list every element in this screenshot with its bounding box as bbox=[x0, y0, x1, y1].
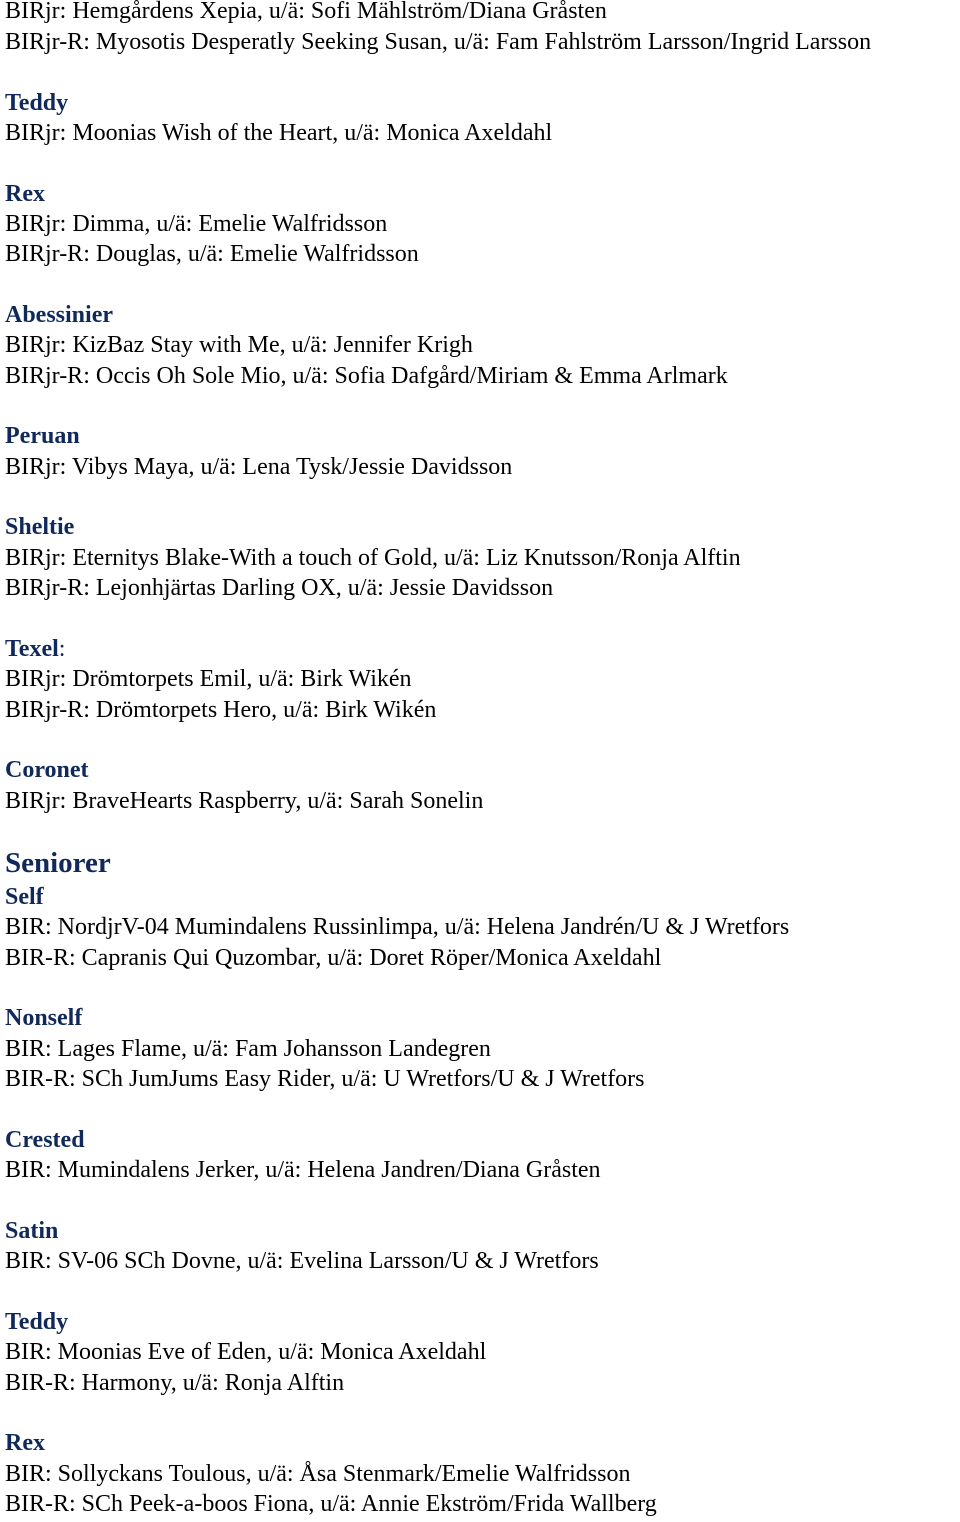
result-line: BIRjr: KizBaz Stay with Me, u/ä: Jennifer Krigh bbox=[5, 332, 473, 358]
result-line: BIR: Sollyckans Toulous, u/ä: Åsa Stenmark/Emelie Walfridsson bbox=[5, 1461, 631, 1487]
breed-heading-coronet: Coronet bbox=[5, 757, 89, 783]
breed-heading-satin: Satin bbox=[5, 1218, 59, 1244]
result-line: BIR-R: Capranis Qui Quzombar, u/ä: Doret Röper/Monica Axeldahl bbox=[5, 945, 662, 971]
result-line: BIRjr-R: Lejonhjärtas Darling OX, u/ä: Jessie Davidsson bbox=[5, 575, 554, 601]
result-line: BIR: Lages Flame, u/ä: Fam Johansson Landegren bbox=[5, 1036, 491, 1062]
breed-heading-self: Self bbox=[5, 884, 44, 910]
result-line: BIRjr: BraveHearts Raspberry, u/ä: Sarah Sonelin bbox=[5, 788, 484, 814]
result-line: BIRjr: Drömtorpets Emil, u/ä: Birk Wikén bbox=[5, 666, 412, 692]
breed-heading-nonself: Nonself bbox=[5, 1005, 83, 1031]
result-line: BIR-R: SCh Peek-a-boos Fiona, u/ä: Annie Ekström/Frida Wallberg bbox=[5, 1491, 657, 1517]
result-line: BIRjr: Hemgårdens Xepia, u/ä: Sofi Mählström/Diana Gråsten bbox=[5, 0, 607, 24]
result-line: BIRjr: Vibys Maya, u/ä: Lena Tysk/Jessie Davidsson bbox=[5, 454, 513, 480]
result-line: BIRjr: Moonias Wish of the Heart, u/ä: Monica Axeldahl bbox=[5, 120, 553, 146]
heading-colon: : bbox=[58, 636, 66, 662]
breed-heading-rex: Rex bbox=[5, 181, 45, 207]
result-line: BIR-R: SCh JumJums Easy Rider, u/ä: U Wretfors/U & J Wretfors bbox=[5, 1066, 645, 1092]
result-line: BIR: Mumindalens Jerker, u/ä: Helena Jandren/Diana Gråsten bbox=[5, 1157, 601, 1183]
result-line: BIRjr: Dimma, u/ä: Emelie Walfridsson bbox=[5, 211, 388, 237]
result-line: BIRjr-R: Myosotis Desperatly Seeking Susan, u/ä: Fam Fahlström Larsson/Ingrid Larsson bbox=[5, 29, 872, 55]
result-line: BIR: SV-06 SCh Dovne, u/ä: Evelina Larsson/U & J Wretfors bbox=[5, 1248, 599, 1274]
result-line: BIRjr-R: Drömtorpets Hero, u/ä: Birk Wikén bbox=[5, 697, 437, 723]
result-line: BIRjr-R: Occis Oh Sole Mio, u/ä: Sofia Dafgård/Miriam & Emma Arlmark bbox=[5, 363, 728, 389]
section-title-seniorer: Seniorer bbox=[5, 847, 111, 879]
breed-heading-label: Texel bbox=[5, 636, 59, 662]
result-line: BIRjr: Eternitys Blake-With a touch of Gold, u/ä: Liz Knutsson/Ronja Alftin bbox=[5, 545, 741, 571]
breed-heading-teddy: Teddy bbox=[5, 1309, 69, 1335]
result-line: BIR: Moonias Eve of Eden, u/ä: Monica Axeldahl bbox=[5, 1339, 487, 1365]
result-line: BIR-R: Harmony, u/ä: Ronja Alftin bbox=[5, 1370, 345, 1396]
breed-heading-teddy: Teddy bbox=[5, 90, 69, 116]
breed-heading-peruan: Peruan bbox=[5, 423, 80, 449]
breed-heading-sheltie: Sheltie bbox=[5, 514, 75, 540]
result-line: BIR: NordjrV-04 Mumindalens Russinlimpa, u/ä: Helena Jandrén/U & J Wretfors bbox=[5, 914, 790, 940]
breed-heading-abessinier: Abessinier bbox=[5, 302, 113, 328]
breed-heading-crested: Crested bbox=[5, 1127, 85, 1153]
result-line: BIRjr-R: Douglas, u/ä: Emelie Walfridsson bbox=[5, 241, 419, 267]
breed-heading-rex: Rex bbox=[5, 1430, 45, 1456]
breed-heading-texel bbox=[5, 635, 65, 663]
